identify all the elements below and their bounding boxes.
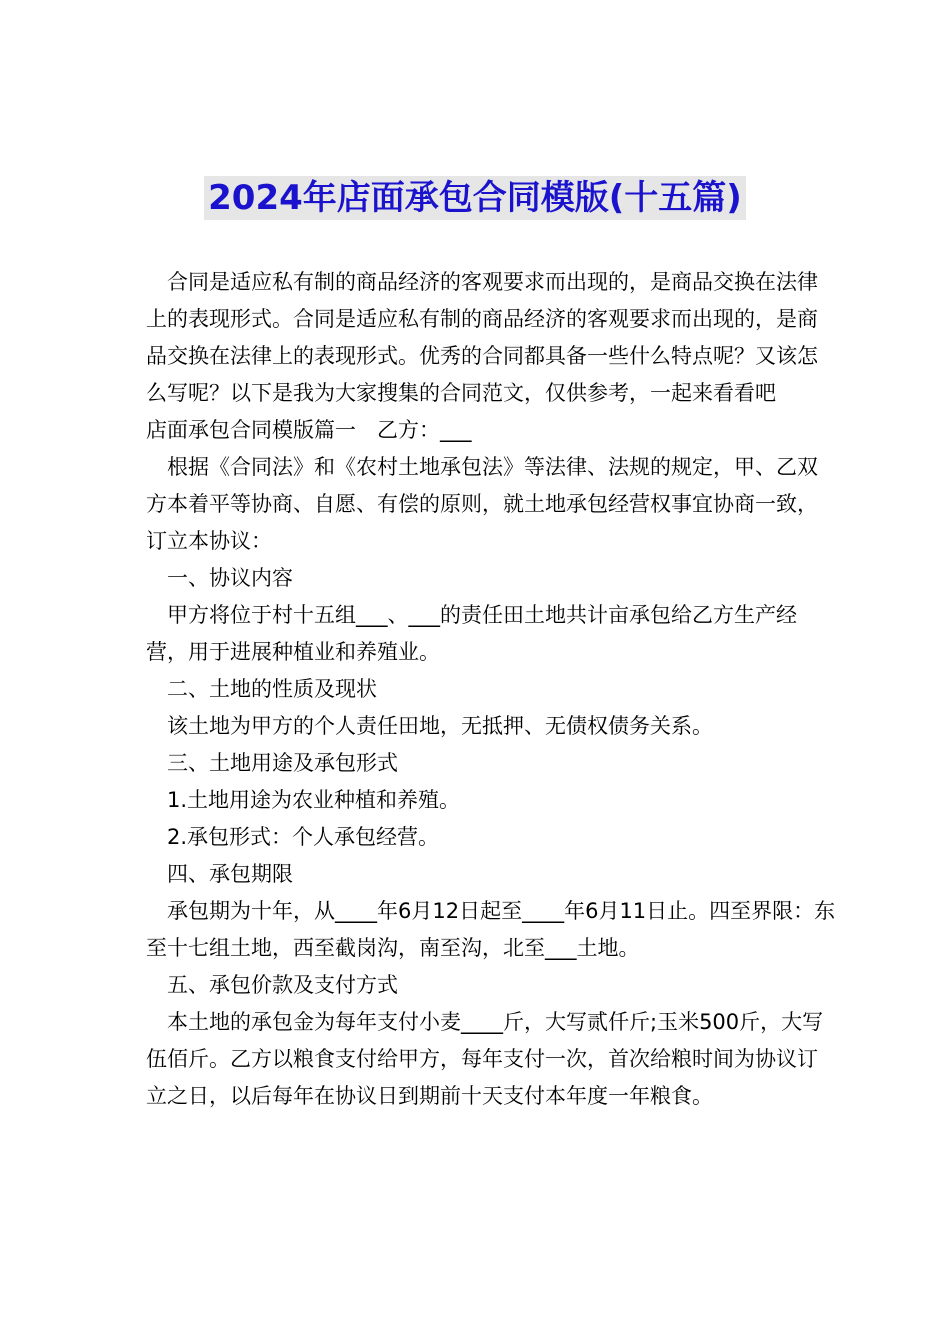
paragraph-term: 承包期为十年，从____年6月12日起至____年6月11日止。四至界限：东至十七组土地，西至截岗沟，南至沟，北至___土地。	[146, 899, 836, 960]
paragraph-preamble: 根据《合同法》和《农村土地承包法》等法律、法规的规定，甲、乙双方本着平等协商、自愿、有偿的原则，就土地承包经营权事宜协商一致，订立本协议：	[146, 455, 818, 553]
paragraph-land-use-2: 2.承包形式：个人承包经营。	[167, 825, 440, 849]
paragraph-agreement-content: 甲方将位于村十五组___、___的责任田土地共计亩承包给乙方生产经营，用于进展种植业和养殖业。	[146, 603, 797, 664]
paragraph-section-heading: 店面承包合同模版篇一 乙方：___	[146, 418, 472, 442]
paragraph-land-nature: 该土地为甲方的个人责任田地，无抵押、无债权债务关系。	[167, 714, 713, 738]
heading-payment: 五、承包价款及支付方式	[167, 973, 398, 997]
document-title: 2024年店面承包合同模版(十五篇)	[204, 176, 746, 220]
paragraph-land-use-1: 1.土地用途为农业种植和养殖。	[167, 788, 461, 812]
title-container	[0, 176, 950, 220]
paragraph-payment: 本土地的承包金为每年支付小麦____斤，大写贰仟斤;玉米500斤，大写伍佰斤。乙方以粮食支付给甲方，每年支付一次，首次给粮时间为协议订立之日，以后每年在协议日到期前十天支付本年度一年粮食。	[146, 1010, 824, 1108]
heading-agreement-content: 一、协议内容	[167, 566, 293, 590]
paragraph-intro: 合同是适应私有制的商品经济的客观要求而出现的，是商品交换在法律上的表现形式。合同是适应私有制的商品经济的客观要求而出现的，是商品交换在法律上的表现形式。优秀的合同都具备一些什么特点呢？又该怎么写呢？以下是我为大家搜集的合同范文，仅供参考，一起来看看吧	[146, 270, 818, 405]
document-body	[146, 264, 836, 1115]
heading-land-use: 三、土地用途及承包形式	[167, 751, 398, 775]
heading-term: 四、承包期限	[167, 862, 293, 886]
heading-land-nature: 二、土地的性质及现状	[167, 677, 377, 701]
